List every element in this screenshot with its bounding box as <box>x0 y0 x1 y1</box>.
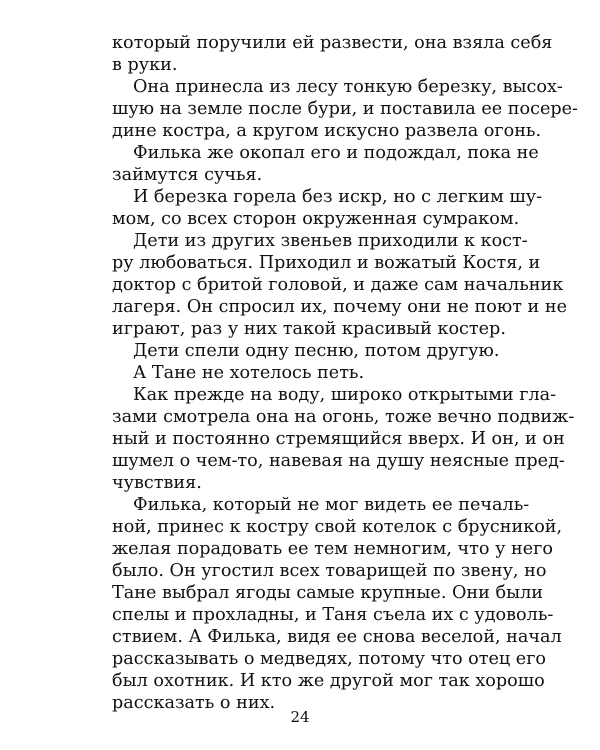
text-line: в руки. <box>112 55 178 75</box>
page-number: 24 <box>290 708 310 726</box>
text-line: Филька же окопал его и подождал, пока не <box>133 143 539 163</box>
text-line: ру любоваться. Приходил и вожатый Костя, и <box>112 253 541 273</box>
text-line: ной, принес к костру свой котелок с брусникой, <box>112 517 563 537</box>
text-line: Дети из других звеньев приходили к кост- <box>133 231 528 251</box>
text-line: Филька, который не мог видеть ее печаль- <box>133 495 530 515</box>
paragraph <box>112 384 575 494</box>
text-line: было. Он угостил всех товарищей по звену, но <box>112 561 547 581</box>
paragraph <box>112 32 553 76</box>
text-line: желая порадовать ее тем немногим, что у него <box>112 539 553 559</box>
text-line: И березка горела без искр, но с легким шу- <box>133 187 543 207</box>
body-text <box>112 32 578 714</box>
text-line: спелы и прохладны, и Таня съела их с удоволь- <box>112 605 554 625</box>
text-line: Как прежде на воду, широко открытыми гла- <box>133 385 557 405</box>
paragraph <box>112 76 578 142</box>
paragraph <box>112 340 512 362</box>
text-line: который поручили ей развести, она взяла себя <box>112 33 553 53</box>
text-line: шумел о чем-то, навевая на душу неясные пред- <box>112 451 565 471</box>
text-line: Дети спели одну песню, потом другую. <box>133 341 500 361</box>
paragraph <box>112 186 543 230</box>
text-line: был охотник. И кто же другой мог так хорошо <box>112 671 545 691</box>
paragraph <box>112 494 563 714</box>
text-line: А Тане не хотелось петь. <box>133 363 365 383</box>
text-line: Тане выбрал ягоды самые крупные. Они были <box>112 583 543 603</box>
text-line: зами смотрела она на огонь, тоже вечно подвиж- <box>112 407 575 427</box>
text-line: ный и постоянно стремящийся вверх. И он, и он <box>112 429 565 449</box>
text-line: шую на земле после бури, и поставила ее посере- <box>112 99 578 119</box>
text-line: доктор с бритой головой, и даже сам начальник <box>112 275 564 295</box>
text-line: займутся сучья. <box>112 165 263 185</box>
text-line: чувствия. <box>112 473 202 493</box>
text-line: дине костра, а кругом искусно развела огонь. <box>112 121 542 141</box>
paragraph <box>112 362 512 384</box>
text-line: рассказать о них. <box>112 693 276 713</box>
text-line: ствием. А Филька, видя ее снова веселой, начал <box>112 627 562 647</box>
text-line: играют, раз у них такой красивый костер. <box>112 319 506 339</box>
text-line: Она принесла из лесу тонкую березку, высох- <box>133 77 563 97</box>
text-line: лагеря. Он спросил их, почему они не поют и не <box>112 297 567 317</box>
text-line: рассказывать о медведях, потому что отец его <box>112 649 547 669</box>
text-line: мом, со всех сторон окруженная сумраком. <box>112 209 520 229</box>
paragraph <box>112 142 539 186</box>
paragraph <box>112 230 567 340</box>
